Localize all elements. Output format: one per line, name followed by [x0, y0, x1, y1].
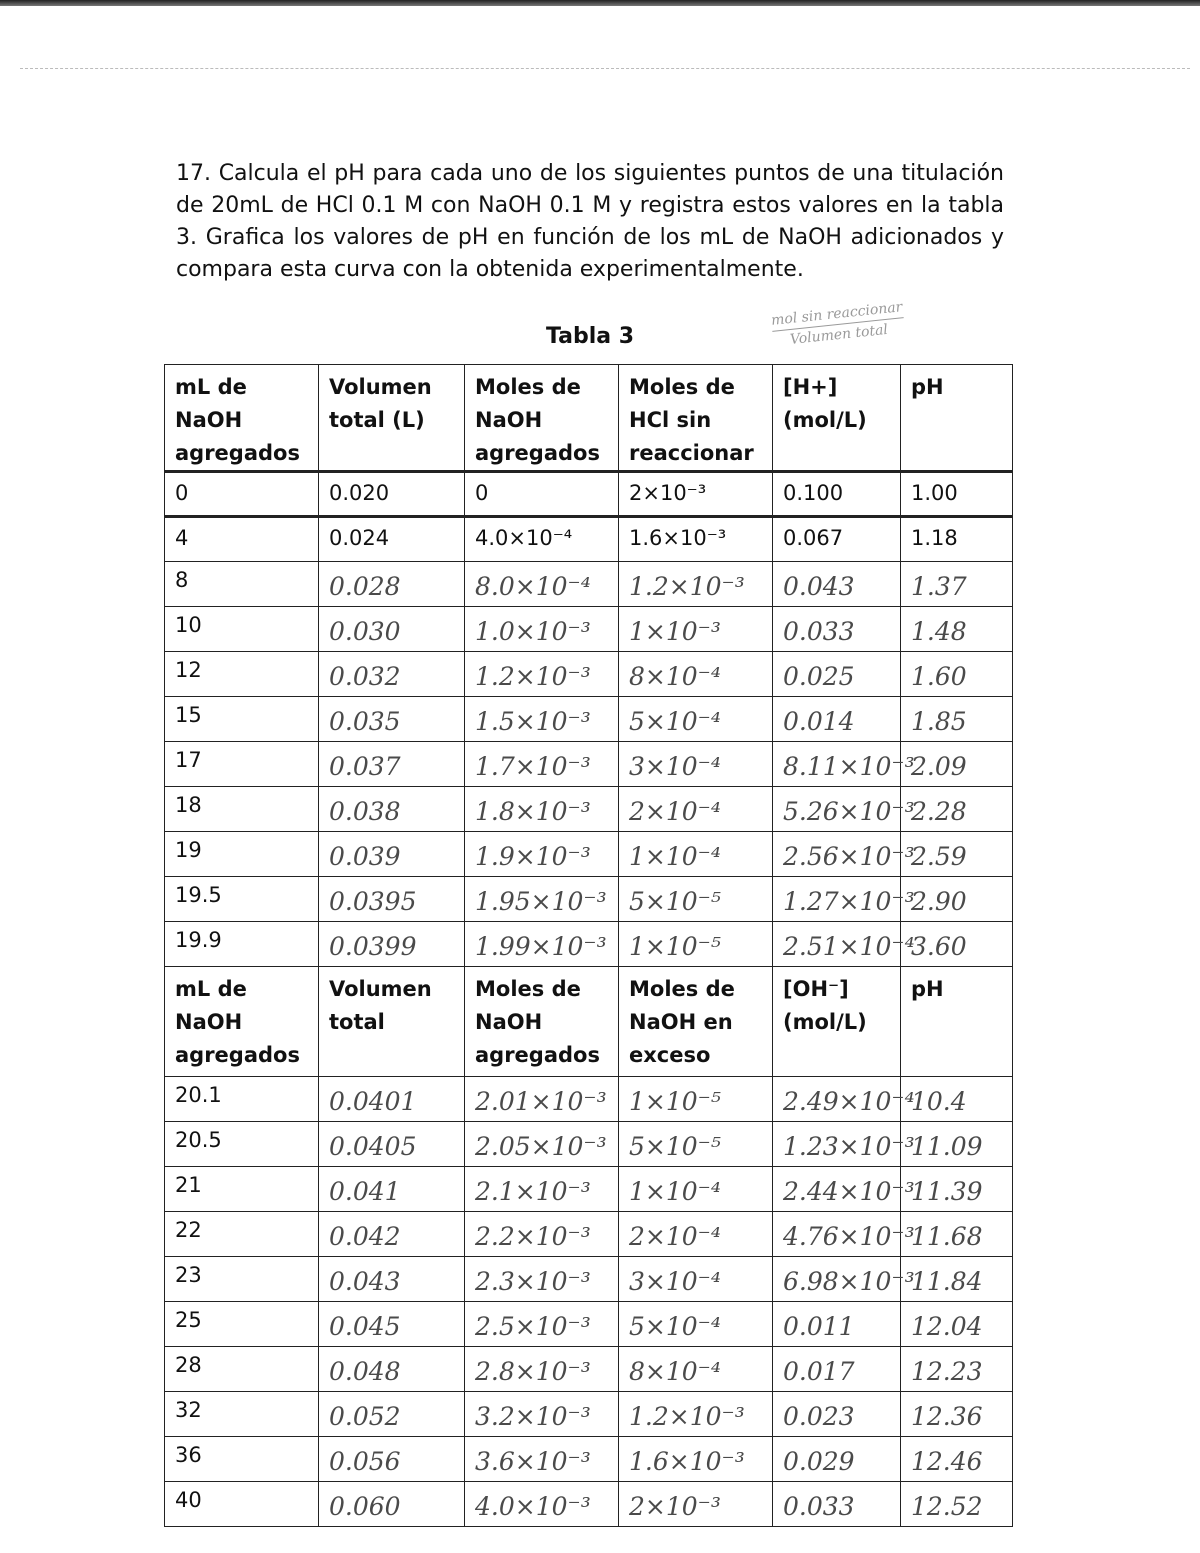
concentration-cell: 1.27×10⁻³ [773, 877, 901, 922]
column-header: pH [901, 967, 1013, 1077]
moles-naoh-cell: 2.05×10⁻³ [465, 1122, 619, 1167]
column-header: mL de NaOH agregados [165, 967, 319, 1077]
table-row [165, 787, 1013, 832]
total-volume-cell: 0.041 [319, 1167, 465, 1212]
table-header-row [165, 365, 1013, 472]
total-volume-cell: 0.037 [319, 742, 465, 787]
moles-naoh-cell: 3.6×10⁻³ [465, 1437, 619, 1482]
concentration-cell: 5.26×10⁻³ [773, 787, 901, 832]
moles-naoh-cell: 2.2×10⁻³ [465, 1212, 619, 1257]
column-header: [H+] (mol/L) [773, 365, 901, 472]
ph-cell: 11.39 [901, 1167, 1013, 1212]
moles-naoh-cell: 1.95×10⁻³ [465, 877, 619, 922]
ph-cell: 1.48 [901, 607, 1013, 652]
ph-cell: 3.60 [901, 922, 1013, 967]
column-header: Volumen total [319, 967, 465, 1077]
moles-remaining-cell: 3×10⁻⁴ [619, 742, 773, 787]
ml-naoh-cell: 25 [165, 1302, 319, 1347]
scan-border [0, 0, 1200, 6]
moles-remaining-cell: 5×10⁻⁵ [619, 877, 773, 922]
concentration-cell: 8.11×10⁻³ [773, 742, 901, 787]
moles-naoh-cell: 1.99×10⁻³ [465, 922, 619, 967]
ph-cell: 12.52 [901, 1482, 1013, 1527]
ph-cell: 1.37 [901, 562, 1013, 607]
ph-cell: 11.84 [901, 1257, 1013, 1302]
column-header: pH [901, 365, 1013, 472]
moles-remaining-cell: 8×10⁻⁴ [619, 652, 773, 697]
table-row [165, 697, 1013, 742]
ml-naoh-cell: 20.5 [165, 1122, 319, 1167]
concentration-cell: 0.017 [773, 1347, 901, 1392]
concentration-cell: 0.100 [773, 472, 901, 517]
concentration-cell: 2.44×10⁻³ [773, 1167, 901, 1212]
problem-text: Calcula el pH para cada uno de los siguientes puntos de una titulación de 20mL de HCl 0.1 M con NaOH 0.1 M y registra estos valores en la tabla 3. Grafica los valores de pH en función de los mL de NaOH adicionados y compara esta curva con la obtenida experimentalmente. [176, 161, 1004, 282]
table-row [165, 1347, 1013, 1392]
moles-remaining-cell: 1×10⁻⁴ [619, 1167, 773, 1212]
concentration-cell: 2.56×10⁻³ [773, 832, 901, 877]
concentration-cell: 1.23×10⁻³ [773, 1122, 901, 1167]
total-volume-cell: 0.0405 [319, 1122, 465, 1167]
table-row [165, 1077, 1013, 1122]
ml-naoh-cell: 12 [165, 652, 319, 697]
moles-naoh-cell: 1.2×10⁻³ [465, 652, 619, 697]
ml-naoh-cell: 28 [165, 1347, 319, 1392]
ph-cell: 1.18 [901, 517, 1013, 562]
moles-naoh-cell: 1.9×10⁻³ [465, 832, 619, 877]
ml-naoh-cell: 0 [165, 472, 319, 517]
concentration-cell: 0.014 [773, 697, 901, 742]
ml-naoh-cell: 22 [165, 1212, 319, 1257]
ph-cell: 1.60 [901, 652, 1013, 697]
concentration-cell: 0.067 [773, 517, 901, 562]
titration-table [164, 364, 1013, 1527]
moles-remaining-cell: 1.6×10⁻³ [619, 1437, 773, 1482]
moles-naoh-cell: 2.1×10⁻³ [465, 1167, 619, 1212]
handwritten-side-note [770, 297, 905, 352]
moles-naoh-cell: 8.0×10⁻⁴ [465, 562, 619, 607]
ph-cell: 10.4 [901, 1077, 1013, 1122]
ml-naoh-cell: 17 [165, 742, 319, 787]
moles-naoh-cell: 1.7×10⁻³ [465, 742, 619, 787]
table-row [165, 922, 1013, 967]
moles-naoh-cell: 2.3×10⁻³ [465, 1257, 619, 1302]
side-note-denominator: Volumen total [772, 317, 905, 352]
total-volume-cell: 0.048 [319, 1347, 465, 1392]
table-row [165, 1212, 1013, 1257]
concentration-cell: 6.98×10⁻³ [773, 1257, 901, 1302]
ml-naoh-cell: 40 [165, 1482, 319, 1527]
total-volume-cell: 0.038 [319, 787, 465, 832]
ph-cell: 2.59 [901, 832, 1013, 877]
column-header: Moles de NaOH agregados [465, 365, 619, 472]
ml-naoh-cell: 10 [165, 607, 319, 652]
moles-naoh-cell: 2.8×10⁻³ [465, 1347, 619, 1392]
table-row [165, 1257, 1013, 1302]
moles-remaining-cell: 1.2×10⁻³ [619, 1392, 773, 1437]
table-row [165, 1392, 1013, 1437]
total-volume-cell: 0.030 [319, 607, 465, 652]
table-row [165, 652, 1013, 697]
total-volume-cell: 0.020 [319, 472, 465, 517]
ph-cell: 12.23 [901, 1347, 1013, 1392]
moles-remaining-cell: 1.2×10⁻³ [619, 562, 773, 607]
moles-naoh-cell: 2.01×10⁻³ [465, 1077, 619, 1122]
moles-remaining-cell: 3×10⁻⁴ [619, 1257, 773, 1302]
ml-naoh-cell: 19 [165, 832, 319, 877]
ph-cell: 1.85 [901, 697, 1013, 742]
table-row [165, 1482, 1013, 1527]
moles-remaining-cell: 2×10⁻³ [619, 1482, 773, 1527]
ph-cell: 12.46 [901, 1437, 1013, 1482]
concentration-cell: 4.76×10⁻³ [773, 1212, 901, 1257]
ph-cell: 11.09 [901, 1122, 1013, 1167]
problem-statement [176, 158, 1004, 286]
moles-naoh-cell: 1.5×10⁻³ [465, 697, 619, 742]
ml-naoh-cell: 15 [165, 697, 319, 742]
concentration-cell: 0.029 [773, 1437, 901, 1482]
concentration-cell: 0.011 [773, 1302, 901, 1347]
scan-line [20, 68, 1190, 69]
ml-naoh-cell: 4 [165, 517, 319, 562]
column-header: Volumen total (L) [319, 365, 465, 472]
ml-naoh-cell: 32 [165, 1392, 319, 1437]
moles-naoh-cell: 2.5×10⁻³ [465, 1302, 619, 1347]
problem-number: 17. [176, 161, 211, 186]
moles-remaining-cell: 1×10⁻⁵ [619, 1077, 773, 1122]
table-row [165, 1167, 1013, 1212]
table-row [165, 517, 1013, 562]
total-volume-cell: 0.0401 [319, 1077, 465, 1122]
total-volume-cell: 0.045 [319, 1302, 465, 1347]
ml-naoh-cell: 21 [165, 1167, 319, 1212]
moles-remaining-cell: 1×10⁻⁴ [619, 832, 773, 877]
concentration-cell: 0.025 [773, 652, 901, 697]
concentration-cell: 0.023 [773, 1392, 901, 1437]
moles-remaining-cell: 1.6×10⁻³ [619, 517, 773, 562]
ml-naoh-cell: 20.1 [165, 1077, 319, 1122]
moles-remaining-cell: 2×10⁻⁴ [619, 1212, 773, 1257]
table-row [165, 877, 1013, 922]
total-volume-cell: 0.0399 [319, 922, 465, 967]
total-volume-cell: 0.056 [319, 1437, 465, 1482]
ml-naoh-cell: 23 [165, 1257, 319, 1302]
table-row [165, 562, 1013, 607]
moles-remaining-cell: 5×10⁻⁴ [619, 697, 773, 742]
moles-naoh-cell: 1.0×10⁻³ [465, 607, 619, 652]
column-header: [OH⁻] (mol/L) [773, 967, 901, 1077]
moles-naoh-cell: 4.0×10⁻⁴ [465, 517, 619, 562]
ph-cell: 11.68 [901, 1212, 1013, 1257]
table-row [165, 1302, 1013, 1347]
column-header: Moles de NaOH agregados [465, 967, 619, 1077]
moles-remaining-cell: 1×10⁻⁵ [619, 922, 773, 967]
total-volume-cell: 0.035 [319, 697, 465, 742]
column-header: Moles de HCl sin reaccionar [619, 365, 773, 472]
moles-remaining-cell: 8×10⁻⁴ [619, 1347, 773, 1392]
total-volume-cell: 0.024 [319, 517, 465, 562]
total-volume-cell: 0.060 [319, 1482, 465, 1527]
moles-naoh-cell: 1.8×10⁻³ [465, 787, 619, 832]
column-header: mL de NaOH agregados [165, 365, 319, 472]
table-row [165, 1437, 1013, 1482]
concentration-cell: 0.033 [773, 607, 901, 652]
side-note-numerator: mol sin reaccionar [770, 299, 904, 329]
ml-naoh-cell: 19.5 [165, 877, 319, 922]
ml-naoh-cell: 18 [165, 787, 319, 832]
total-volume-cell: 0.042 [319, 1212, 465, 1257]
table-row [165, 742, 1013, 787]
column-header: Moles de NaOH en exceso [619, 967, 773, 1077]
moles-remaining-cell: 2×10⁻³ [619, 472, 773, 517]
moles-remaining-cell: 5×10⁻⁴ [619, 1302, 773, 1347]
moles-remaining-cell: 5×10⁻⁵ [619, 1122, 773, 1167]
table-caption: Tabla 3 [546, 324, 635, 349]
total-volume-cell: 0.043 [319, 1257, 465, 1302]
total-volume-cell: 0.0395 [319, 877, 465, 922]
moles-remaining-cell: 2×10⁻⁴ [619, 787, 773, 832]
ph-cell: 1.00 [901, 472, 1013, 517]
ph-cell: 12.36 [901, 1392, 1013, 1437]
ml-naoh-cell: 19.9 [165, 922, 319, 967]
moles-naoh-cell: 3.2×10⁻³ [465, 1392, 619, 1437]
concentration-cell: 0.043 [773, 562, 901, 607]
ml-naoh-cell: 8 [165, 562, 319, 607]
moles-naoh-cell: 4.0×10⁻³ [465, 1482, 619, 1527]
moles-remaining-cell: 1×10⁻³ [619, 607, 773, 652]
ph-cell: 2.90 [901, 877, 1013, 922]
table-row [165, 832, 1013, 877]
ph-cell: 2.28 [901, 787, 1013, 832]
table-row [165, 1122, 1013, 1167]
moles-naoh-cell: 0 [465, 472, 619, 517]
ph-cell: 12.04 [901, 1302, 1013, 1347]
table-header-row [165, 967, 1013, 1077]
ph-cell: 2.09 [901, 742, 1013, 787]
total-volume-cell: 0.039 [319, 832, 465, 877]
concentration-cell: 0.033 [773, 1482, 901, 1527]
concentration-cell: 2.49×10⁻⁴ [773, 1077, 901, 1122]
total-volume-cell: 0.052 [319, 1392, 465, 1437]
concentration-cell: 2.51×10⁻⁴ [773, 922, 901, 967]
total-volume-cell: 0.028 [319, 562, 465, 607]
table-row [165, 607, 1013, 652]
ml-naoh-cell: 36 [165, 1437, 319, 1482]
total-volume-cell: 0.032 [319, 652, 465, 697]
table-row [165, 472, 1013, 517]
